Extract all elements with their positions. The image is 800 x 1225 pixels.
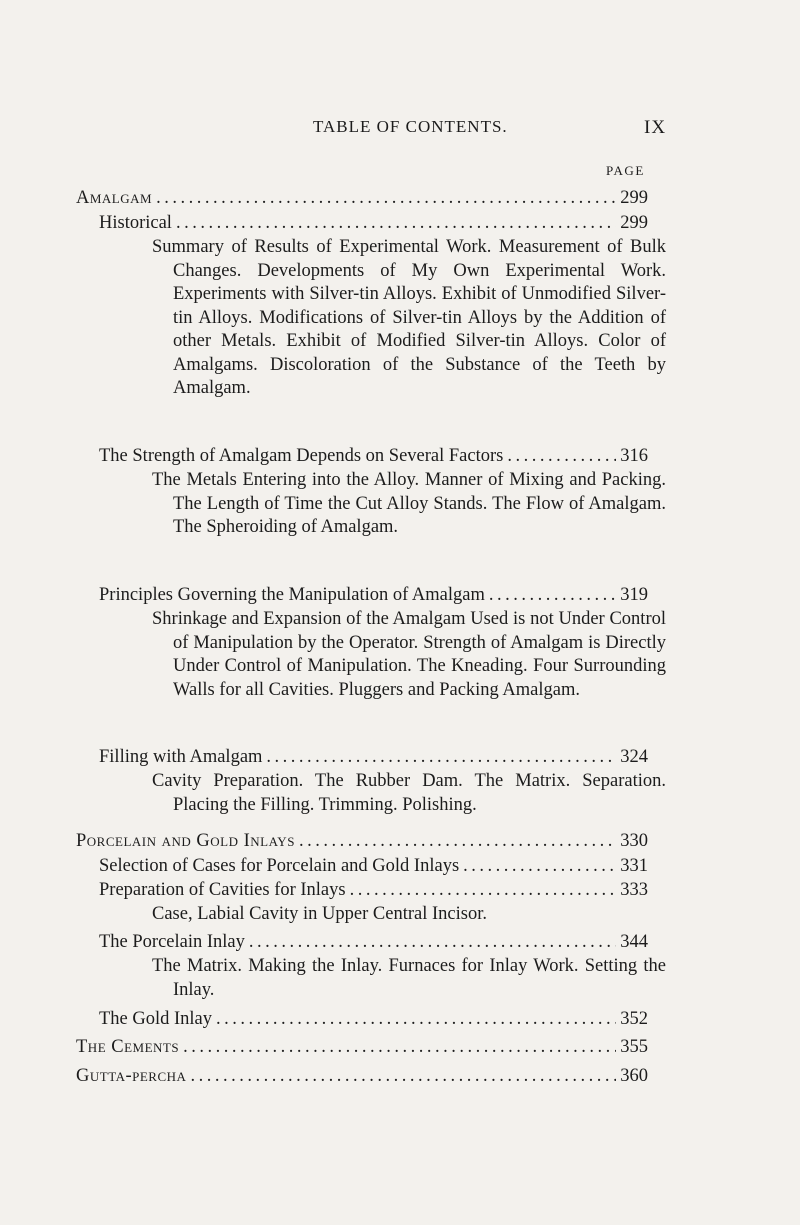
page-header xyxy=(0,117,800,147)
dot-leader xyxy=(216,1007,616,1031)
toc-entry-title: The Cements xyxy=(76,1037,180,1057)
toc-entry-gutta-percha xyxy=(76,1064,648,1088)
toc-entry-page: 330 xyxy=(620,831,648,851)
toc-entry-page: 299 xyxy=(620,188,648,208)
page-number: IX xyxy=(644,117,667,138)
toc-entry-page: 360 xyxy=(620,1066,648,1086)
page-column-label: PAGE xyxy=(606,163,645,178)
toc-entry-porcelain-inlay xyxy=(99,930,648,954)
toc-entry-filling xyxy=(99,745,648,769)
toc-entry-title: Principles Governing the Manipulation of Amalgam xyxy=(99,585,485,605)
dot-leader xyxy=(350,878,617,902)
toc-entry-page: 355 xyxy=(620,1037,648,1057)
toc-entry-page: 352 xyxy=(620,1009,648,1029)
toc-entry-title: Gutta-percha xyxy=(76,1066,187,1086)
toc-entry-gold-inlay xyxy=(99,1007,648,1031)
toc-entry-description: Case, Labial Cavity in Upper Central Incisor. xyxy=(152,904,487,924)
toc-entry-page: 316 xyxy=(620,446,648,466)
toc-entry-title: The Porcelain Inlay xyxy=(99,932,245,952)
toc-entry-porcelain-gold-inlays xyxy=(76,829,648,853)
toc-entry-title: Preparation of Cavities for Inlays xyxy=(99,880,346,900)
toc-entry-page: 331 xyxy=(620,856,648,876)
toc-entry-description: Shrinkage and Expansion of the Amalgam Used is not Under Control of Manipulation by the Operator. Strength of Amalgam is Directly Under Control of Manipulation. The Kneading. Four Surrounding Walls for all Cavities. Pluggers and Packing Amalgam. xyxy=(152,609,666,700)
dot-leader xyxy=(183,1035,616,1059)
toc-entry-description: Summary of Results of Experimental Work. Measurement of Bulk Changes. Developments of My Own Experimental Work. Experiments with Silver-tin Alloys. Exhibit of Unmodified Silver-tin Alloys. Modifications of Silver-tin Alloys by the Addition of other Metals. Exhibit of Modified Silver-tin Alloys. Color of Amalgams. Discoloration of the Substance of the Teeth by Amalgam. xyxy=(152,237,666,398)
toc-entry-description: The Metals Entering into the Alloy. Manner of Mixing and Packing. The Length of Time the Cut Alloy Stands. The Flow of Amalgam. The Spheroiding of Amalgam. xyxy=(152,470,666,537)
dot-leader xyxy=(156,186,616,210)
toc-entry-preparation xyxy=(99,878,648,902)
toc-entry-title: Filling with Amalgam xyxy=(99,747,263,767)
dot-leader xyxy=(507,444,616,468)
dot-leader xyxy=(463,854,616,878)
toc-entry-title: Porcelain and Gold Inlays xyxy=(76,831,295,851)
dot-leader xyxy=(176,211,616,235)
toc-entry-page: 344 xyxy=(620,932,648,952)
toc-entry-description: Cavity Preparation. The Rubber Dam. The Matrix. Separation. Placing the Filling. Trimming. Polishing. xyxy=(152,771,666,815)
toc-entry-selection xyxy=(99,854,648,878)
toc-entry-title: The Gold Inlay xyxy=(99,1009,213,1029)
toc-entry-page: 333 xyxy=(620,880,648,900)
toc-entry-page: 319 xyxy=(620,585,648,605)
dot-leader xyxy=(249,930,616,954)
toc-entry-title: Amalgam xyxy=(76,188,153,208)
toc-entry-title: Selection of Cases for Porcelain and Gold Inlays xyxy=(99,856,460,876)
toc-entry-amalgam xyxy=(76,186,648,210)
running-title: TABLE OF CONTENTS. xyxy=(313,117,508,136)
toc-entry-strength xyxy=(99,444,648,468)
dot-leader xyxy=(190,1064,616,1088)
dot-leader xyxy=(489,583,616,607)
toc-entry-cements xyxy=(76,1035,648,1059)
toc-entry-title: Historical xyxy=(99,213,172,233)
dot-leader xyxy=(266,745,616,769)
toc-entry-page: 324 xyxy=(620,747,648,767)
dot-leader xyxy=(299,829,616,853)
toc-entry-description: The Matrix. Making the Inlay. Furnaces for Inlay Work. Setting the Inlay. xyxy=(152,956,666,1000)
toc-entry-principles xyxy=(99,583,648,607)
toc-entry-title: The Strength of Amalgam Depends on Several Factors xyxy=(99,446,504,466)
toc-entry-page: 299 xyxy=(620,213,648,233)
toc-entry-historical xyxy=(99,211,648,235)
